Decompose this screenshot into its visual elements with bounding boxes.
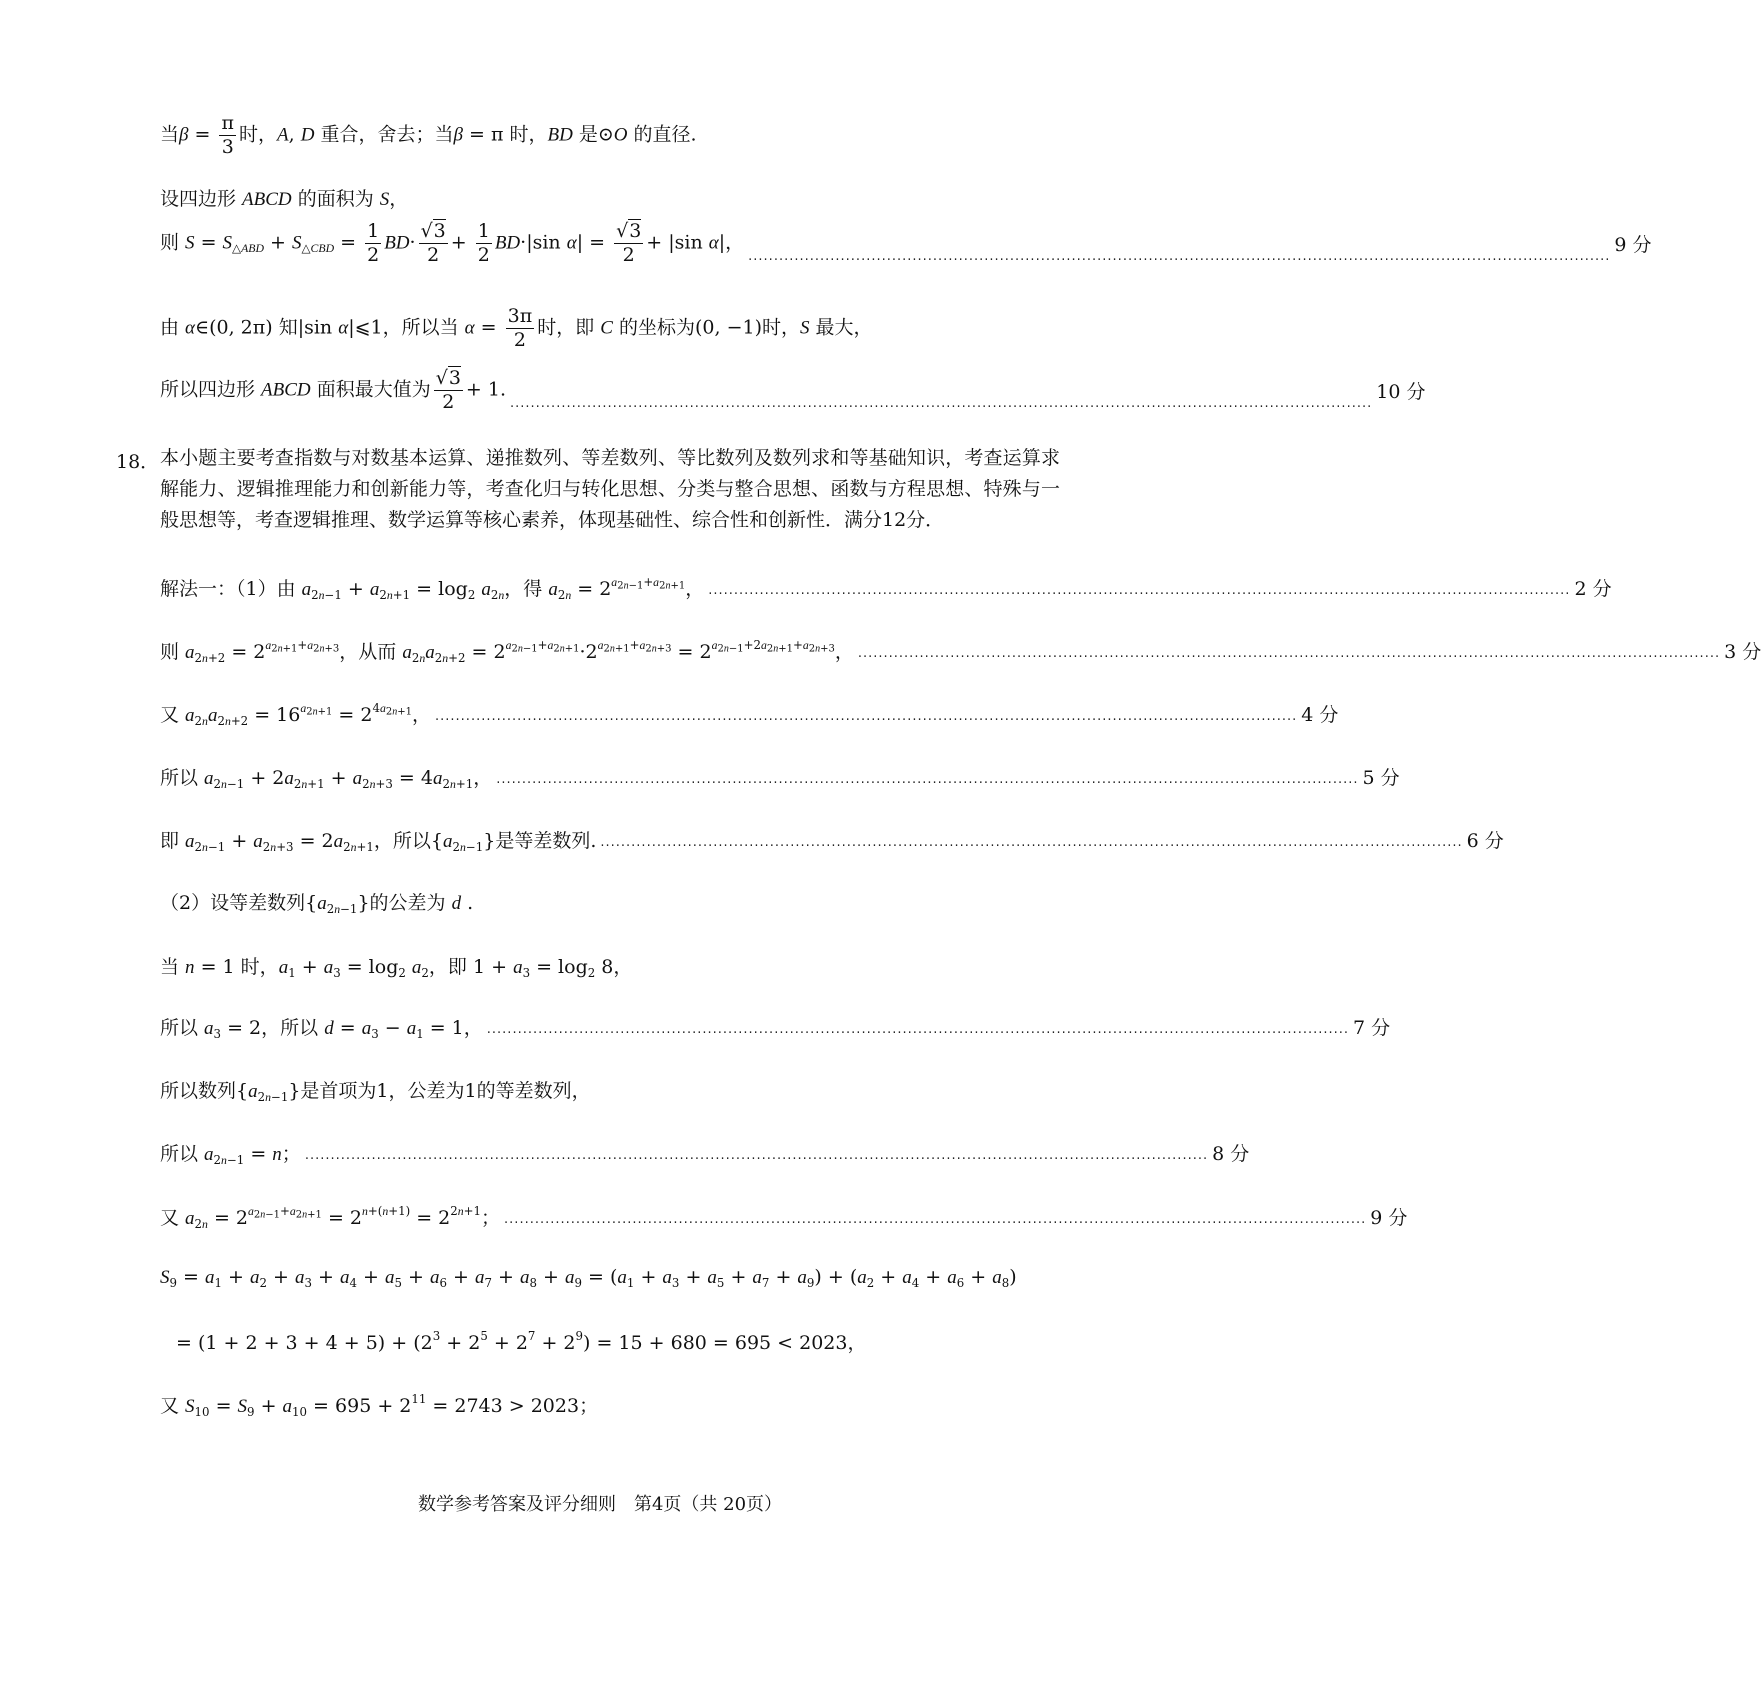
text-line-3 [160,220,1652,267]
step-line-2 [160,637,1761,666]
score-points: 9 分 [1614,233,1652,256]
text-line-2 [160,184,1060,211]
text-line-4 [160,305,1060,352]
line-3-content: 则 $S = S_{\triangle ABD} + S_{\triangle CBD}$ = $\frac{1}{2}$ BD· $\frac{√3}{2}$ + $\frac{1}{2}$ BD·|sin α| = $\frac{√3}{2}$ + |sin α|， [160,220,745,266]
step-14-content: 又 $S_{10} = S_9 + a_{10} = 695 + 2^{11} = 2743 > 2023$； [160,1392,599,1420]
leader-dots: ........................................................................................................................................................................ [708,583,1571,598]
step-7-content: 当 n = 1 时，$a_1 + a_3 = \log_2 a_2$，即 $1 + a_3 = \log_2 8$， [160,956,633,981]
score-points: 2 分 [1574,578,1612,600]
step-line-5 [160,826,1504,855]
step-10-content: 所以 $a_{2n-1} = n$； [160,1143,301,1168]
step-8-content: 所以 $a_3 = 2$，所以 $d = a_3 - a_1 = 1$， [160,1017,483,1042]
score-points: 10 分 [1376,380,1426,403]
line-5-content: 所以四边形 ABCD 面积最大值为 $\frac{√3}{2}$ + 1. [160,367,506,413]
leader-dots: ........................................................................................................................................................................ [748,248,1611,264]
step-9-content: 所以数列$\{a_{2n-1}\}$是首项为1，公差为1的等差数列， [160,1080,591,1105]
question-18-intro: 本小题主要考查指数与对数基本运算、递推数列、等差数列、等比数列及数列求和等基础知识，考查运算求解能力、逻辑推理能力和创新能力等，考查化归与转化思想、分类与整合思想、函数与方程思想、特殊与一般思想等，考查逻辑推理、数学运算等核心素养，体现基础性、综合性和创新性．满分12分． [160,447,1060,531]
leader-dots: ........................................................................................................................................................................ [504,1212,1367,1227]
line-2-content: 设四边形 ABCD 的面积为 S， [160,188,409,210]
text-line-5 [160,367,1426,414]
leader-dots: ................................................................................................................................................................................ [304,1148,1209,1163]
score-points: 7 分 [1353,1017,1391,1039]
step-line-7 [160,952,1060,979]
step-line-6 [160,888,1060,915]
step-13-content: = $(1 + 2 + 3 + 4 + 5) + (2^3 + 2^5 + 2^7 + 2^9) = 15 + 680 = 695 < 2023$， [176,1329,867,1354]
score-points: 8 分 [1212,1143,1250,1165]
leader-dots: ........................................................................................................................................................................ [486,1022,1350,1037]
score-points: 4 分 [1301,704,1339,726]
leader-dots: ........................................................................................................................................................................ [600,835,1463,850]
step-line-9 [160,1076,1060,1103]
step-line-12 [160,1266,1060,1289]
step-line-4 [160,763,1400,792]
step-12-content: $S_9 = a_1 + a_2 + a_3 + a_4 + a_5 + a_6 + a_7 + a_8 + a_9 = (a_1 + a_3 + a_5 + a_7 + a_9) + (a_2 + a_4 + a_6 + a_8)$ [160,1266,1017,1291]
step-6-content: （2）设等差数列$\{a_{2n-1}\}$的公差为 d . [160,892,474,917]
step-line-13 [176,1328,1076,1355]
fraction-pi-over-3: $\frac{\pi}{3}$ [221,112,234,158]
line-4-content: 由 α∈(0, 2π) 知|sin α|⩽1，所以当 α = $\frac{3\pi}{2}$ 时，即 C 的坐标为(0, −1)时，S 最大， [160,305,873,351]
step-line-14 [160,1391,1060,1418]
step-line-8 [160,1013,1391,1042]
step-line-1 [160,574,1612,603]
score-points: 9 分 [1370,1207,1408,1229]
page-footer: 数学参考答案及评分细则 第4页（共 20页） [417,1494,783,1515]
step-5-content: 即 $a_{2n-1} + a_{2n+3} = 2a_{2n+1}$，所以$\{a_{2n-1}\}$是等差数列. [160,830,597,855]
score-points: 6 分 [1466,830,1504,852]
step-line-11 [160,1203,1408,1232]
step-2-content: 则 $a_{2n+2} = 2^{a_{2n+1}+a_{2n+3}}$，从而 $a_{2n}a_{2n+2} = 2^{a_{2n-1}+a_{2n+1}}\cdot 2^{a_{2n+1}+a_{2n+3}} = 2^{a_{2n-1}+2a_{2n+1}+a_{2n+3}}$， [160,638,854,666]
step-3-content: 又 $a_{2n}a_{2n+2} = 16^{a_{2n+1}} = 2^{4a_{2n+1}}$， [160,701,432,729]
leader-dots: ........................................................................................................................................................................ [496,772,1359,787]
step-11-content: 又 $a_{2n} = 2^{a_{2n-1}+a_{2n+1}} = 2^{n+(n+1)} = 2^{2n+1}$； [160,1204,501,1232]
line-1-content: 当β = $\frac{\pi}{3}$ 时，A, D 重合，舍去；当β = π 时，BD 是⊙O 的直径. [160,112,697,158]
text-line-1 [160,112,1060,159]
score-points: 5 分 [1362,767,1400,789]
leader-dots: ........................................................................................................................................................................ [857,646,1721,661]
score-points: 3 分 [1724,641,1761,663]
leader-dots: ........................................................................................................................................................................ [510,395,1373,411]
leader-dots: ........................................................................................................................................................................ [435,709,1298,724]
step-1-content: 解法一：（1）由 $a_{2n-1} + a_{2n+1} = \log_2 a_{2n}$，得 $a_{2n} = 2^{a_{2n-1}+a_{2n+1}}$， [160,575,705,603]
step-line-10 [160,1139,1250,1168]
step-line-3 [160,700,1339,729]
question-number: 18． [116,451,160,473]
step-4-content: 所以 $a_{2n-1} + 2a_{2n+1} + a_{2n+3} = 4a_{2n+1}$， [160,767,493,792]
